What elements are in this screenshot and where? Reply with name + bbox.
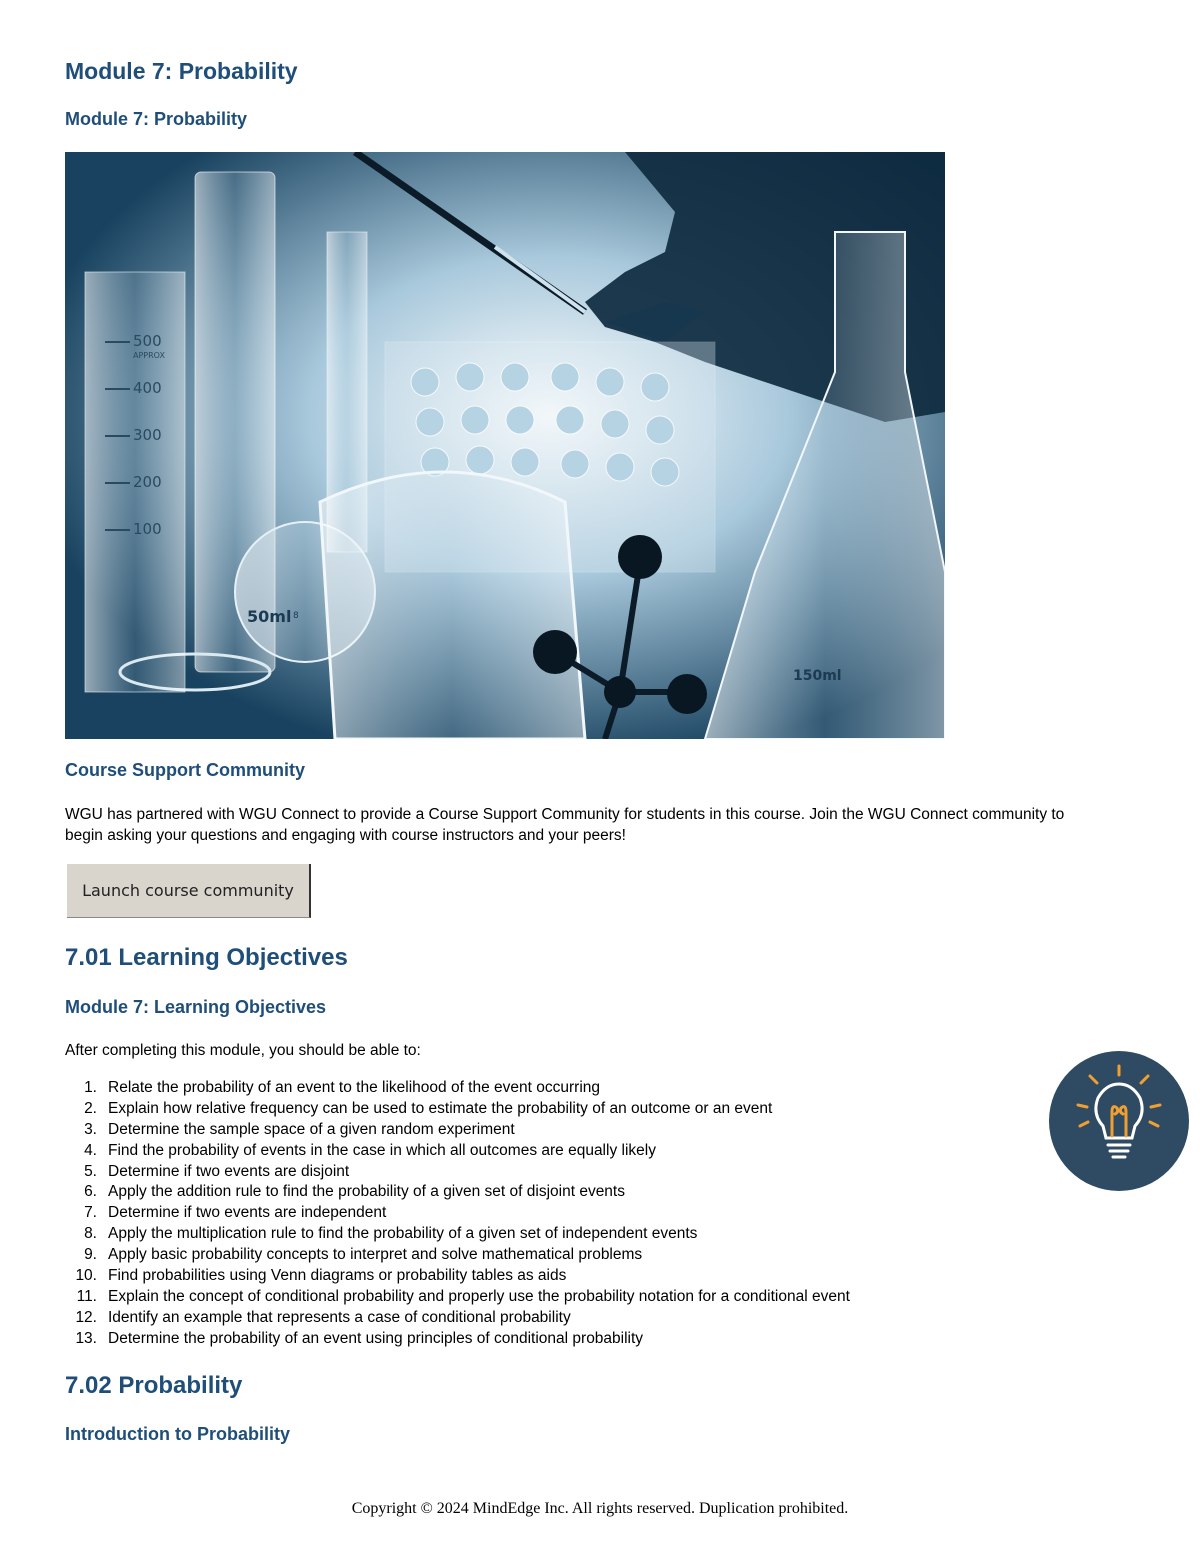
cylinder-mark-approx: APPROX xyxy=(133,351,165,360)
objective-item xyxy=(65,1308,850,1329)
objective-text: Find the probability of events in the case in which all outcomes are equally likely xyxy=(108,1141,656,1159)
support-heading: Course Support Community xyxy=(65,760,306,780)
objective-item xyxy=(65,1120,850,1141)
objective-number: 2. xyxy=(84,1099,97,1117)
objective-text: Determine the sample space of a given random experiment xyxy=(108,1120,515,1138)
objective-number: 5. xyxy=(84,1162,97,1180)
objective-number: 4. xyxy=(84,1141,97,1159)
objective-number: 13. xyxy=(75,1329,97,1347)
copyright-footer: Copyright © 2024 MindEdge Inc. All rights reserved. Duplication prohibited. xyxy=(351,1500,849,1517)
objectives-subtitle: Module 7: Learning Objectives xyxy=(65,997,327,1017)
objective-text: Apply the multiplication rule to find the probability of a given set of independent events xyxy=(108,1225,698,1243)
objective-item xyxy=(65,1203,850,1224)
objective-item xyxy=(65,1329,850,1350)
objective-item xyxy=(65,1141,850,1162)
objective-text: Explain how relative frequency can be used to estimate the probability of an outcome or an event xyxy=(108,1099,773,1117)
objective-item xyxy=(65,1287,850,1308)
objective-text: Determine if two events are independent xyxy=(108,1204,387,1222)
lab-glassware-image xyxy=(65,152,945,739)
objective-number: 7. xyxy=(84,1204,97,1222)
module-title: Module 7: Probability xyxy=(65,58,298,84)
objective-text: Identify an example that represents a case of conditional probability xyxy=(108,1308,571,1326)
objective-text: Relate the probability of an event to the likelihood of the event occurring xyxy=(108,1079,601,1096)
objective-number: 12. xyxy=(75,1308,97,1326)
cylinder-mark-500: 500 xyxy=(133,332,162,350)
objective-number: 11. xyxy=(76,1287,97,1305)
objective-text: Determine the probability of an event using principles of conditional probability xyxy=(108,1329,644,1347)
objective-number: 3. xyxy=(84,1120,97,1138)
objective-number: 1. xyxy=(84,1079,97,1096)
flask-small-label: 8 xyxy=(293,611,299,621)
objective-item xyxy=(65,1078,850,1099)
objective-item xyxy=(65,1099,850,1120)
cylinder-mark-300: 300 xyxy=(133,426,162,444)
objective-text: Determine if two events are disjoint xyxy=(108,1162,350,1180)
launch-course-community-button[interactable]: Launch course community xyxy=(67,864,311,918)
probability-subtitle: Introduction to Probability xyxy=(65,1424,290,1444)
objective-item xyxy=(65,1245,850,1266)
probability-section-title: 7.02 Probability xyxy=(65,1372,243,1399)
objective-item xyxy=(65,1224,850,1245)
lightbulb-icon xyxy=(1048,1050,1190,1192)
cylinder-mark-400: 400 xyxy=(133,379,162,397)
cylinder-mark-100: 100 xyxy=(133,520,162,538)
objective-item xyxy=(65,1266,850,1287)
objective-number: 8. xyxy=(84,1225,97,1243)
objective-number: 10. xyxy=(75,1267,97,1285)
objectives-section-title: 7.01 Learning Objectives xyxy=(65,944,348,971)
objective-number: 9. xyxy=(84,1246,97,1264)
objective-item xyxy=(65,1182,850,1203)
objective-text: Explain the concept of conditional probability and properly use the probability notation for a conditional event xyxy=(108,1287,850,1305)
objectives-list xyxy=(65,1078,850,1350)
flask-label: 50ml xyxy=(247,607,292,626)
objectives-intro: After completing this module, you should be able to: xyxy=(65,1042,421,1059)
objective-number: 6. xyxy=(84,1183,97,1201)
objective-text: Apply the addition rule to find the probability of a given set of disjoint events xyxy=(108,1183,625,1201)
erlenmeyer-label: 150ml xyxy=(793,668,842,684)
cylinder-mark-200: 200 xyxy=(133,473,162,491)
objective-text: Find probabilities using Venn diagrams or probability tables as aids xyxy=(108,1267,567,1285)
support-paragraph: WGU has partnered with WGU Connect to provide a Course Support Community for students in this course. Join the WGU Connect community to begin asking your questions and engaging with course instructors and your peers! xyxy=(65,806,1065,844)
module-subtitle: Module 7: Probability xyxy=(65,109,248,129)
objective-item xyxy=(65,1162,850,1183)
objective-text: Apply basic probability concepts to interpret and solve mathematical problems xyxy=(108,1246,643,1264)
